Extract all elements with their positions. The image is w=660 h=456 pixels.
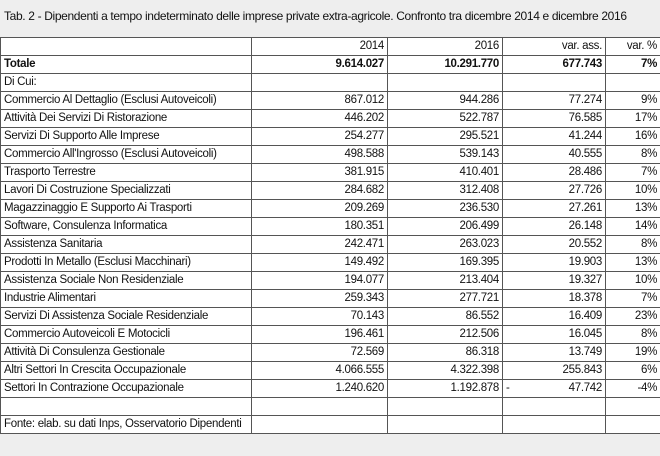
row-label: Magazzinaggio E Supporto Ai Trasporti bbox=[1, 200, 252, 218]
header-cell-2016: 2016 bbox=[388, 38, 503, 56]
row-value-2016: 236.530 bbox=[388, 200, 503, 218]
row-label: Attività Di Consulenza Gestionale bbox=[1, 344, 252, 362]
row-var-pct: -4% bbox=[606, 380, 660, 398]
row-var-abs-value: 27.726 bbox=[568, 184, 602, 196]
row-var-abs-value: 28.486 bbox=[568, 166, 602, 178]
row-label: Commercio All'Ingrosso (Esclusi Autoveicoli) bbox=[1, 146, 252, 164]
row-var-pct: 7% bbox=[606, 164, 660, 182]
table-row bbox=[1, 146, 660, 164]
row-value-2014: 149.492 bbox=[252, 254, 388, 272]
row-var-pct: 13% bbox=[606, 254, 660, 272]
row-value-2016: 263.023 bbox=[388, 236, 503, 254]
row-label: Servizi Di Assistenza Sociale Residenziale bbox=[1, 308, 252, 326]
row-label: Software, Consulenza Informatica bbox=[1, 218, 252, 236]
table-row bbox=[1, 344, 660, 362]
row-var-abs bbox=[503, 272, 606, 290]
table-row bbox=[1, 290, 660, 308]
total-2014: 9.614.027 bbox=[252, 56, 388, 74]
row-value-2014: 446.202 bbox=[252, 110, 388, 128]
subheader-row bbox=[1, 74, 660, 92]
row-var-abs bbox=[503, 380, 606, 398]
row-label: Commercio Al Dettaglio (Esclusi Autoveicoli) bbox=[1, 92, 252, 110]
row-label: Prodotti In Metallo (Esclusi Macchinari) bbox=[1, 254, 252, 272]
table-row bbox=[1, 362, 660, 380]
row-value-2014: 180.351 bbox=[252, 218, 388, 236]
total-row bbox=[1, 56, 660, 74]
table-row bbox=[1, 92, 660, 110]
row-var-abs bbox=[503, 344, 606, 362]
row-var-abs bbox=[503, 236, 606, 254]
row-value-2014: 4.066.555 bbox=[252, 362, 388, 380]
row-value-2016: 312.408 bbox=[388, 182, 503, 200]
row-value-2014: 209.269 bbox=[252, 200, 388, 218]
row-var-pct: 16% bbox=[606, 128, 660, 146]
row-var-pct: 23% bbox=[606, 308, 660, 326]
row-value-2014: 72.569 bbox=[252, 344, 388, 362]
row-var-pct: 10% bbox=[606, 272, 660, 290]
blank-row bbox=[1, 398, 660, 416]
table-row bbox=[1, 200, 660, 218]
table-body bbox=[1, 38, 660, 434]
row-value-2016: 206.499 bbox=[388, 218, 503, 236]
row-label: Trasporto Terrestre bbox=[1, 164, 252, 182]
row-var-abs bbox=[503, 308, 606, 326]
row-var-abs-value: 16.409 bbox=[568, 310, 602, 322]
row-var-abs-value: 77.274 bbox=[568, 94, 602, 106]
header-cell-var-abs: var. ass. bbox=[503, 38, 606, 56]
row-value-2014: 1.240.620 bbox=[252, 380, 388, 398]
row-var-abs-value: 76.585 bbox=[568, 112, 602, 124]
empty-cell bbox=[252, 74, 388, 92]
row-var-abs bbox=[503, 182, 606, 200]
row-var-pct: 7% bbox=[606, 290, 660, 308]
row-label: Assistenza Sanitaria bbox=[1, 236, 252, 254]
row-var-abs-value: 13.749 bbox=[568, 346, 602, 358]
row-var-abs bbox=[503, 200, 606, 218]
header-row bbox=[1, 38, 660, 56]
empty-cell bbox=[388, 398, 503, 416]
row-var-abs bbox=[503, 290, 606, 308]
row-var-pct: 8% bbox=[606, 146, 660, 164]
row-var-abs-value: 19.903 bbox=[568, 256, 602, 268]
row-value-2016: 1.192.878 bbox=[388, 380, 503, 398]
row-var-abs-value: 47.742 bbox=[568, 382, 602, 394]
row-var-pct: 13% bbox=[606, 200, 660, 218]
empty-cell bbox=[606, 398, 660, 416]
table-row bbox=[1, 254, 660, 272]
table-row bbox=[1, 182, 660, 200]
empty-cell bbox=[503, 74, 606, 92]
row-label: Lavori Di Costruzione Specializzati bbox=[1, 182, 252, 200]
total-var-abs: 677.743 bbox=[503, 56, 606, 74]
row-value-2014: 498.588 bbox=[252, 146, 388, 164]
row-var-abs-value: 16.045 bbox=[568, 328, 602, 340]
empty-cell bbox=[388, 74, 503, 92]
row-label: Servizi Di Supporto Alle Imprese bbox=[1, 128, 252, 146]
row-value-2014: 194.077 bbox=[252, 272, 388, 290]
row-var-abs bbox=[503, 218, 606, 236]
row-value-2016: 169.395 bbox=[388, 254, 503, 272]
minus-sign: - bbox=[506, 382, 510, 394]
row-value-2014: 381.915 bbox=[252, 164, 388, 182]
empty-cell bbox=[388, 416, 503, 434]
table-row bbox=[1, 218, 660, 236]
row-var-abs-value: 26.148 bbox=[568, 220, 602, 232]
row-var-abs bbox=[503, 146, 606, 164]
row-value-2014: 254.277 bbox=[252, 128, 388, 146]
table-row bbox=[1, 326, 660, 344]
table-row bbox=[1, 272, 660, 290]
row-label: Assistenza Sociale Non Residenziale bbox=[1, 272, 252, 290]
row-var-pct: 8% bbox=[606, 326, 660, 344]
row-var-abs-value: 41.244 bbox=[568, 130, 602, 142]
row-var-abs bbox=[503, 128, 606, 146]
row-value-2016: 277.721 bbox=[388, 290, 503, 308]
row-var-abs-value: 27.261 bbox=[568, 202, 602, 214]
row-value-2016: 944.286 bbox=[388, 92, 503, 110]
row-var-pct: 9% bbox=[606, 92, 660, 110]
row-value-2016: 213.404 bbox=[388, 272, 503, 290]
row-var-abs-value: 19.327 bbox=[568, 274, 602, 286]
row-var-pct: 8% bbox=[606, 236, 660, 254]
total-label: Totale bbox=[1, 56, 252, 74]
header-cell-var-pct: var. % bbox=[606, 38, 660, 56]
row-var-abs bbox=[503, 92, 606, 110]
row-label: Commercio Autoveicoli E Motocicli bbox=[1, 326, 252, 344]
footer-row bbox=[1, 416, 660, 434]
row-var-abs-value: 255.843 bbox=[562, 364, 602, 376]
subheader-label: Di Cui: bbox=[1, 74, 252, 92]
total-2016: 10.291.770 bbox=[388, 56, 503, 74]
row-value-2016: 4.322.398 bbox=[388, 362, 503, 380]
row-var-pct: 6% bbox=[606, 362, 660, 380]
row-var-pct: 19% bbox=[606, 344, 660, 362]
row-value-2014: 242.471 bbox=[252, 236, 388, 254]
table-row bbox=[1, 110, 660, 128]
row-value-2014: 284.682 bbox=[252, 182, 388, 200]
header-cell-label bbox=[1, 38, 252, 56]
table-row bbox=[1, 236, 660, 254]
row-label: Altri Settori In Crescita Occupazionale bbox=[1, 362, 252, 380]
table-title: Tab. 2 - Dipendenti a tempo indeterminato delle imprese private extra-agricole. Confronto tra dicembre 2014 e dicembre 2016 bbox=[4, 9, 627, 23]
empty-cell bbox=[252, 416, 388, 434]
row-label: Industrie Alimentari bbox=[1, 290, 252, 308]
empty-cell bbox=[606, 74, 660, 92]
row-var-abs-value: 40.555 bbox=[568, 148, 602, 160]
empty-cell bbox=[606, 416, 660, 434]
row-var-pct: 10% bbox=[606, 182, 660, 200]
row-var-pct: 17% bbox=[606, 110, 660, 128]
data-table bbox=[0, 37, 660, 434]
row-value-2014: 70.143 bbox=[252, 308, 388, 326]
empty-cell bbox=[252, 398, 388, 416]
row-var-abs-value: 20.552 bbox=[568, 238, 602, 250]
row-var-abs bbox=[503, 254, 606, 272]
row-label: Attività Dei Servizi Di Ristorazione bbox=[1, 110, 252, 128]
row-var-abs-value: 18.378 bbox=[568, 292, 602, 304]
row-var-abs bbox=[503, 326, 606, 344]
row-value-2016: 212.506 bbox=[388, 326, 503, 344]
table-row bbox=[1, 380, 660, 398]
row-var-pct: 14% bbox=[606, 218, 660, 236]
total-var-pct: 7% bbox=[606, 56, 660, 74]
empty-cell bbox=[503, 416, 606, 434]
table-row bbox=[1, 308, 660, 326]
row-value-2016: 539.143 bbox=[388, 146, 503, 164]
row-value-2016: 410.401 bbox=[388, 164, 503, 182]
row-label: Settori In Contrazione Occupazionale bbox=[1, 380, 252, 398]
row-value-2014: 196.461 bbox=[252, 326, 388, 344]
row-var-abs bbox=[503, 164, 606, 182]
table-row bbox=[1, 164, 660, 182]
empty-cell bbox=[1, 398, 252, 416]
header-cell-2014: 2014 bbox=[252, 38, 388, 56]
row-value-2016: 86.552 bbox=[388, 308, 503, 326]
row-value-2016: 522.787 bbox=[388, 110, 503, 128]
row-value-2014: 867.012 bbox=[252, 92, 388, 110]
row-value-2016: 86.318 bbox=[388, 344, 503, 362]
source-note: Fonte: elab. su dati Inps, Osservatorio Dipendenti bbox=[1, 416, 252, 434]
row-value-2014: 259.343 bbox=[252, 290, 388, 308]
row-var-abs bbox=[503, 110, 606, 128]
empty-cell bbox=[503, 398, 606, 416]
row-var-abs bbox=[503, 362, 606, 380]
table-row bbox=[1, 128, 660, 146]
row-value-2016: 295.521 bbox=[388, 128, 503, 146]
